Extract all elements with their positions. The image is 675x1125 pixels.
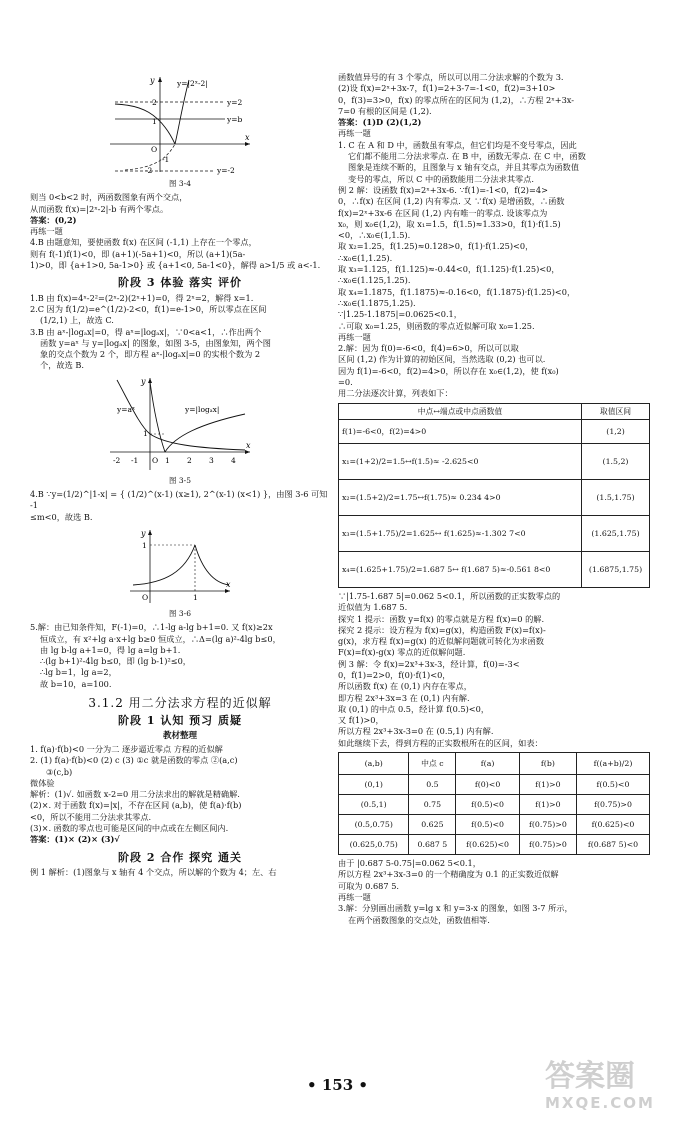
text-line: <0，∴x₀∈(1,1.5).: [338, 230, 411, 241]
table-header: 中点↔端点或中点函数值: [339, 403, 582, 419]
subheading: 教材整理: [162, 730, 197, 741]
table-header: (a,b): [339, 753, 409, 775]
graph-3-5: [105, 374, 255, 474]
text-line: 恒成立，有 x²+lg a·x+lg b≥0 恒成立，∴Δ=(lg a)²-4lg b≤0，: [40, 633, 281, 644]
text-line: 函数 y=aˣ 与 y=|logₐx| 的图象，如图 3-5，由图象知，两个图: [40, 337, 271, 348]
text-line: 如此继续下去，得到方程的正实数根所在的区间，如表：: [338, 737, 543, 748]
table-cell: f(1)>0: [519, 775, 576, 795]
figure-3-5: [105, 374, 255, 486]
table-cell: x₁=(1+2)/2=1.5↔f(1.5)≈ -2.625<0: [339, 443, 582, 479]
tick-x4: 4: [231, 455, 236, 465]
tick-x2: 2: [187, 455, 192, 465]
text-line: ∴可取 x₀=1.25，则函数的零点近似解可取 x₀=1.25.: [338, 320, 535, 331]
tick-x1: 1: [193, 592, 198, 602]
text-line: 可取为 0.687 5.: [338, 880, 400, 891]
table-cell: f(0.687 5)<0: [576, 835, 649, 855]
text-line: 函数值异号的有 3 个零点，所以可以用二分法求解的个数为 3.: [338, 72, 564, 82]
left-column: [30, 0, 330, 878]
table-cell: (1.6875,1.75): [582, 551, 650, 587]
table-cell: f(0.625)<0: [456, 835, 520, 855]
figure-caption: 图 3-4: [169, 179, 191, 188]
text-line: 由于 |0.687 5-0.75|=0.062 5<0.1，: [338, 858, 481, 869]
text-line: 取 x₂=1.25，f(1.25)≈0.128>0，f(1)·f(1.25)<0，: [338, 241, 534, 252]
text-line: 3.解：分别画出函数 y=lg x 和 y=3-x 的图象，如图 3-7 所示，: [338, 903, 573, 914]
label-y2: y=2: [227, 98, 243, 107]
table-cell: f(0.75)>0: [576, 795, 649, 815]
table-cell: (0.625,0.75): [339, 835, 409, 855]
text-line: 则有 f(-1)f(1)<0，即 (a+1)(-5a+1)<0，所以 (a+1)(5a-: [30, 248, 246, 259]
text-line: 探究 2 提示：设方程为 f(x)=g(x)，构造函数 F(x)=f(x)-: [338, 624, 546, 635]
text-line: F(x)=f(x)-g(x) 零点的近似解问题.: [338, 647, 466, 658]
label-origin: O: [151, 145, 158, 154]
table-header: f(b): [519, 753, 576, 775]
text-line: ∵|1.25-1.1875|=0.0625<0.1，: [338, 309, 462, 320]
text-line: 5.解：由已知条件知，F(-1)=0，∴1-lg a-lg b+1=0. 又 f(x)≥2x: [30, 622, 273, 633]
label-curve: y=|2ˣ-2|: [177, 79, 208, 88]
text-line: 象的交点个数为 2 个，即方程 aˣ-|logₐx|=0 的实根个数为 2: [40, 349, 261, 360]
stage-1-heading: 阶段 1 认知 预习 质疑: [118, 714, 242, 728]
text-line: 取 (0,1) 的中点 0.5，经计算 f(0.5)<0，: [338, 703, 490, 714]
table-header: f(a): [456, 753, 520, 775]
practice-heading: 再练一题: [338, 128, 371, 139]
text-line: ∵|1.75-1.687 5|=0.062 5<0.1，所以函数的正实数零点的: [338, 590, 561, 601]
tick-1: 1: [152, 117, 157, 126]
tick-m2: -2: [113, 455, 121, 465]
text-line: x₀，则 x₀∈(1,2)，取 x₁=1.5，f(1.5)≈1.33>0，f(1)·f(1.5): [338, 218, 561, 229]
table-row: [339, 443, 650, 479]
text-line: 解析：(1)√. 如函数 x-2=0 用二分法求出的解就是精确解.: [30, 789, 240, 800]
text-line: 所以函数 f(x) 在 (0,1) 内存在零点，: [338, 681, 472, 692]
table-row: [339, 835, 650, 855]
text-line: ∴x₀∈(1.1875,1.25).: [338, 297, 416, 308]
answer-line: 答案：(1)× (2)× (3)√: [30, 834, 120, 845]
table-cell: x₃=(1.5+1.75)/2=1.625↔ f(1.625)≈-1.302 7<0: [339, 515, 582, 551]
label-y: y: [150, 76, 155, 85]
watermark-logo: 答案圈: [545, 1059, 635, 1094]
text-line: 4.B ∵y=(1/2)^|1-x| = { (1/2)^(x-1) (x≥1), 2^(x-1) (x<1) }，由图 3-6 可知 -1: [30, 489, 328, 511]
tick-m1: -1: [131, 455, 139, 465]
table-cell: (1.5,2): [582, 443, 650, 479]
text-line: 取 x₄=1.1875，f(1.1875)≈-0.16<0，f(1.1875)·f(1.25)<0，: [338, 286, 576, 297]
table-row: [339, 795, 650, 815]
text-line: 故 b=10，a=100.: [40, 678, 112, 689]
table-cell: 0.75: [409, 795, 456, 815]
text-line: ≤m<0，故选 B.: [30, 511, 93, 522]
text-line: 2. (1) f(a)·f(b)<0 (2) c (3) ①c 就是函数的零点 ②(a,c): [30, 755, 238, 766]
text-line: 又 f(1)>0，: [338, 715, 384, 726]
tick-m1: -1: [162, 155, 170, 164]
text-line: 从而函数 f(x)=|2ˣ-2|-b 有两个零点。: [30, 203, 169, 214]
text-line: ∴lg b=1，lg a=2，: [40, 667, 117, 678]
text-line: 0，∴f(x) 在区间 (1,2) 内有零点. 又 ∵f(x) 是增函数，∴函数: [338, 196, 565, 207]
text-line: 则当 0<b<2 时，两函数图象有两个交点，: [30, 192, 188, 203]
answer-line: 答案：(1)D (2)(1,2): [338, 117, 422, 128]
tick-x3: 3: [209, 455, 214, 465]
table-cell: f(0.75)>0: [519, 835, 576, 855]
table-header: f((a+b)/2): [576, 753, 649, 775]
tick-1: 1: [142, 540, 147, 550]
table-cell: (1.5,1.75): [582, 479, 650, 515]
text-line: 7=0 有根的区间是 (1,2).: [338, 105, 432, 116]
tick-2: 2: [152, 98, 157, 107]
table-cell: 0.5: [409, 775, 456, 795]
text-line: 探究 1 提示：函数 y=f(x) 的零点就是方程 f(x)=0 的解.: [338, 613, 545, 624]
text-line: 1.B 由 f(x)=4ˣ-2²=(2ˣ-2)(2ˣ+1)=0，得 2ˣ=2，解得 x=1.: [30, 292, 254, 303]
tick-x1: 1: [165, 455, 170, 465]
text-line: 区间 (1,2) 作为计算的初始区间，当然选取 (0,2) 也可以.: [338, 354, 546, 365]
text-line: 由 lg b-lg a+1=0，得 lg a=lg b+1.: [40, 644, 181, 655]
table-cell: f(1)>0: [519, 795, 576, 815]
text-line: 例 1 解析：(1)图象与 x 轴有 4 个交点，所以解的个数为 4；左、右: [30, 866, 277, 877]
text-line: 变号的零点，所以 C 中的函数能用二分法求其零点.: [348, 173, 535, 184]
label-ya: y=aˣ: [117, 404, 136, 414]
page-number: • 153 •: [307, 1076, 368, 1094]
label-ylog: y=|logₐx|: [185, 404, 220, 414]
label-origin: O: [152, 455, 159, 465]
text-line: (2)设 f(x)=2ˣ+3x-7，f(1)=2+3-7=-1<0，f(2)=3+10>: [338, 83, 556, 94]
table-cell: (1,2): [582, 419, 650, 443]
label-origin: O: [142, 592, 149, 602]
figure-caption: 图 3-5: [169, 475, 191, 485]
figure-3-6: [125, 527, 235, 619]
label-yb: y=b: [227, 115, 243, 124]
text-line: 个，故选 B.: [40, 360, 84, 371]
table-row: [339, 551, 650, 587]
figure-3-4: [105, 72, 255, 189]
text-line: f(x)=2ˣ+3x-6 在区间 (1,2) 内有唯一的零点. 设该零点为: [338, 207, 548, 218]
figure-caption: 图 3-6: [169, 608, 191, 618]
table-cell: f(0.5)<0: [456, 815, 520, 835]
text-line: ③(c,b): [46, 766, 73, 777]
text-line: 1)>0，即 {a+1>0, 5a-1>0} 或 {a+1<0, 5a-1<0}，解得 a>1/5 或 a<-1.: [30, 260, 321, 271]
table-cell: f(0)<0: [456, 775, 520, 795]
text-line: =0.: [338, 377, 353, 388]
bisection-table-2: [338, 752, 650, 855]
text-line: 例 3 解：令 f(x)=2x³+3x-3，经计算，f(0)=-3<: [338, 658, 520, 669]
tick-1: 1: [143, 428, 148, 438]
text-line: ∴(lg b+1)²-4lg b≤0，即 (lg b-1)²≤0，: [40, 656, 191, 667]
text-line: 0，f(1)=2>0，f(0)·f(1)<0，: [338, 669, 451, 680]
text-line: 所以方程 2x³+3x-3=0 的一个精确度为 0.1 的正实数近似解: [338, 869, 559, 880]
text-line: (2)×. 对于函数 f(x)=|x|，不存在区间 (a,b)，使 f(a)·f(b): [30, 800, 242, 811]
table-cell: f(0.5)<0: [576, 775, 649, 795]
label-ym2: y=-2: [217, 166, 235, 175]
stage-3-heading: 阶段 3 体验 落实 评价: [118, 276, 242, 290]
label-x: x: [245, 133, 250, 142]
table-row: [339, 815, 650, 835]
graph-3-6: [125, 527, 235, 607]
section-title: 3.1.2 用二分法求方程的近似解: [88, 696, 272, 711]
table-cell: (1.625,1.75): [582, 515, 650, 551]
label-y: y: [141, 528, 146, 538]
text-line: (1/2,1) 上，故选 C.: [40, 315, 114, 326]
text-line: 它们都不能用二分法求零点. 在 B 中，函数无零点. 在 C 中，函数: [348, 151, 586, 162]
practice-heading: 再练一题: [338, 891, 371, 902]
stage-2-heading: 阶段 2 合作 探究 通关: [118, 850, 242, 864]
table-cell: x₂=(1.5+2)/2=1.75↔f(1.75)≈ 0.234 4>0: [339, 479, 582, 515]
text-line: 所以方程 2x³+3x-3=0 在 (0.5,1) 内有解.: [338, 726, 494, 737]
label-y: y: [141, 376, 146, 386]
text-line: 在两个函数图象的交点处，函数值相等.: [348, 914, 490, 925]
text-line: ∴x₀∈(1,1.25).: [338, 252, 393, 263]
table-header: 中点 c: [409, 753, 456, 775]
answer-line: 答案：(0,2): [30, 214, 77, 225]
table-cell: f(0.5)<0: [456, 795, 520, 815]
label-x: x: [246, 440, 251, 450]
text-line: 例 2 解：设函数 f(x)=2ˣ+3x-6. ∵f(1)=-1<0，f(2)=4>: [338, 184, 548, 195]
right-column: [338, 72, 650, 926]
table-cell: f(0.625)<0: [576, 815, 649, 835]
label-x: x: [226, 579, 231, 589]
text-line: 4.B 由题意知，要使函数 f(x) 在区间 (-1,1) 上存在一个零点，: [30, 237, 257, 248]
table-cell: x₄=(1.625+1.75)/2=1.687 5↔ f(1.687 5)≈-0.561 8<0: [339, 551, 582, 587]
table-row: [339, 515, 650, 551]
text-line: 微体验: [30, 777, 55, 788]
watermark-url: MXQE.COM: [545, 1094, 655, 1112]
text-line: 因为 f(1)=-6<0，f(2)=4>0，所以存在 x₀∈(1,2)，使 f(x₀): [338, 365, 559, 376]
table-header: 取值区间: [582, 403, 650, 419]
text-line: (3)×. 函数的零点也可能是区间的中点或在左侧区间内.: [30, 822, 229, 833]
table-cell: f(1)=-6<0，f(2)=4>0: [339, 419, 582, 443]
table-row: [339, 419, 650, 443]
table-cell: 0.687 5: [409, 835, 456, 855]
table-cell: (0.5,1): [339, 795, 409, 815]
text-line: <0，所以不能用二分法求其零点.: [30, 811, 152, 822]
table-cell: (0,1): [339, 775, 409, 795]
table-cell: f(0.75)>0: [519, 815, 576, 835]
text-line: 用二分法逐次计算，列表如下：: [338, 388, 453, 399]
table-row: [339, 775, 650, 795]
table-cell: (0.5,0.75): [339, 815, 409, 835]
text-line: 0，f(3)=3>0，f(x) 的零点所在的区间为 (1,2)，∴方程 2ˣ+3x-: [338, 94, 575, 105]
text-line: 2.C 因为 f(1/2)=e^(1/2)-2<0，f(1)=e-1>0，所以零点在区间: [30, 303, 267, 314]
practice-heading: 再练一题: [338, 331, 371, 342]
table-row: [339, 479, 650, 515]
text-line: 1. C 在 A 和 D 中，函数虽有零点，但它们均是不变号零点，因此: [338, 139, 577, 150]
text-line: 1. f(a)·f(b)<0 一分为二 逐步逼近零点 方程的近似解: [30, 743, 223, 754]
table-cell: 0.625: [409, 815, 456, 835]
text-line: g(x)，求方程 f(x)=g(x) 的近似解问题就可转化为求函数: [338, 636, 544, 647]
text-line: 即方程 2x³+3x=3 在 (0,1) 内有解.: [338, 692, 470, 703]
text-line: ∴x₀∈(1.125,1.25).: [338, 275, 411, 286]
text-line: 近似值为 1.687 5.: [338, 602, 408, 613]
graph-3-4: [105, 72, 255, 177]
text-line: 图象是连续不断的，且图象与 x 轴有交点，并且其零点为函数值: [348, 162, 579, 173]
tick-m2: -2: [145, 166, 153, 175]
text-line: 2.解：因为 f(0)=-6<0，f(4)=6>0，所以可以取: [338, 343, 519, 354]
bisection-table-1: [338, 403, 650, 588]
practice-heading: 再练一题: [30, 226, 63, 237]
text-line: 3.B 由 aˣ-|logₐx|=0，得 aˣ=|logₐx|，∵0<a<1，∴作出两个: [30, 326, 262, 337]
text-line: 取 x₃=1.125，f(1.125)≈-0.44<0，f(1.125)·f(1.25)<0，: [338, 264, 560, 275]
watermark: [545, 1059, 655, 1120]
